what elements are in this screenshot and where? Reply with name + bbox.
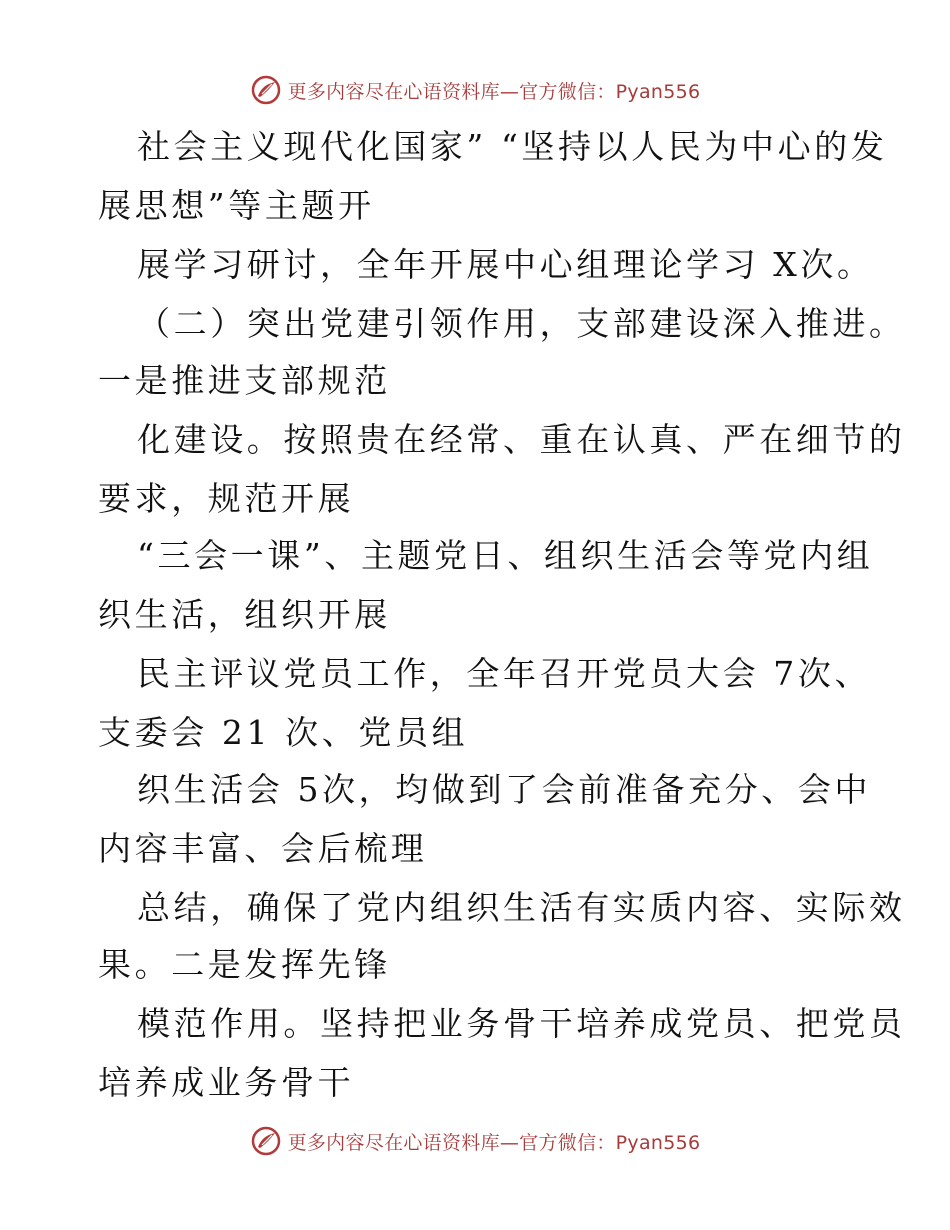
- watermark-text: 更多内容尽在心语资料库—官方微信：Pyan556: [287, 80, 701, 103]
- text-line: “三会一课”、主题党日、组织生活会等党内组: [137, 536, 874, 575]
- text-line: 展学习研讨，全年开展中心组理论学习 X次。: [137, 245, 874, 284]
- text-line: 总结，确保了党内组织生活有实质内容、实际效: [137, 888, 906, 927]
- text-line: 民主评议党员工作，全年召开党员大会 7次、: [137, 654, 872, 693]
- text-line: 化建设。按照贵在经常、重在认真、严在细节的: [137, 420, 906, 459]
- text-line: 果。二是发挥先锋: [98, 945, 391, 984]
- logo-icon: [250, 1125, 282, 1157]
- header-watermark: [0, 70, 950, 110]
- text-line: 要求，规范开展: [98, 479, 355, 518]
- text-line: 社会主义现代化国家” “坚持以人民为中心的发: [137, 127, 888, 166]
- text-line: 一是推进支部规范: [98, 361, 391, 400]
- text-line: 展思想”等主题开: [98, 186, 375, 225]
- watermark-text: 更多内容尽在心语资料库—官方微信：Pyan556: [287, 1131, 701, 1154]
- text-line: 模范作用。坚持把业务骨干培养成党员、把党员: [137, 1004, 906, 1043]
- text-line: 织生活会 5次，均做到了会前准备充分、会中: [137, 770, 872, 809]
- text-line: （二）突出党建引领作用，支部建设深入推进。: [137, 304, 906, 343]
- text-line: 内容丰富、会后梳理: [98, 829, 428, 868]
- text-line: 织生活，组织开展: [98, 595, 391, 634]
- footer-watermark: [0, 1121, 950, 1161]
- text-line: 支委会 21 次、党员组: [98, 713, 469, 752]
- text-line: 培养成业务骨干: [98, 1063, 355, 1102]
- logo-icon: [250, 74, 282, 106]
